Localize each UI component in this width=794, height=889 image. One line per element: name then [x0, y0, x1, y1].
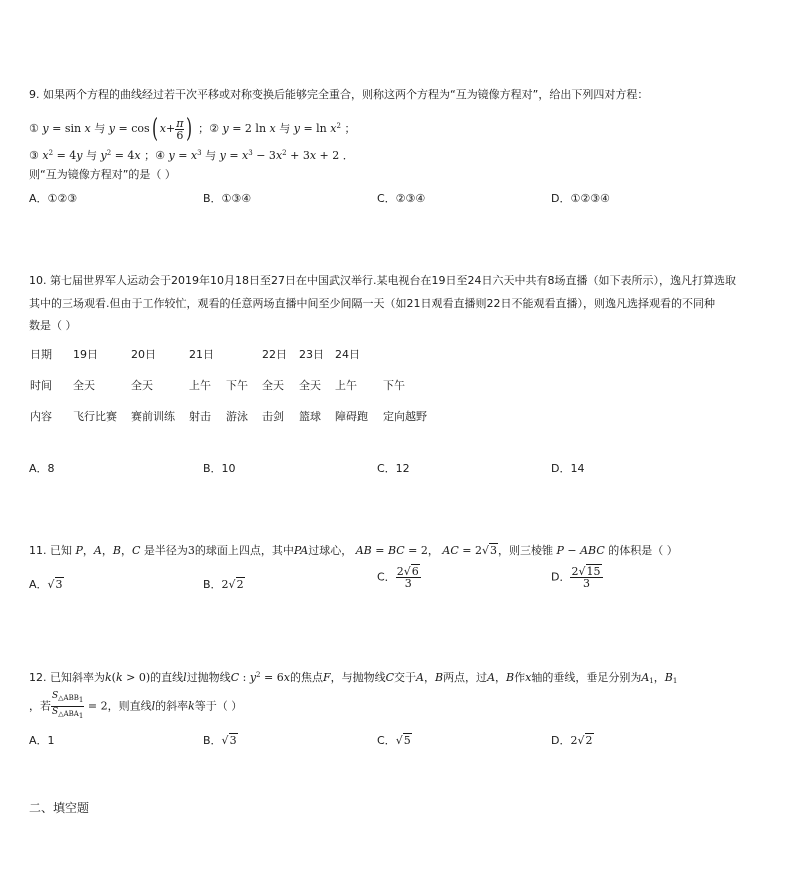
table-cell: [226, 338, 262, 369]
q10-stem-line2: 其中的三场观看.但由于工作较忙，观看的任意两场直播中间至少间隔一天（如21日观看直播则22日不能观看直播），则逸凡选择观看的不同种: [29, 297, 715, 310]
q12-stem-e: ，与抛物线: [330, 671, 386, 684]
q11-stem: 11. 已知 P，A，B，C 是半径为3的球面上四点，其中PA过球心， AB = BC = 2， AC = 2√3，则三棱锥 P − ABC 的体积是（ ）: [29, 544, 678, 557]
q12-stem-f: 交于: [394, 671, 417, 684]
q9-with-2: 与: [279, 122, 291, 135]
q9-option-b: B．①③④: [203, 192, 252, 205]
q9-line3: [29, 146, 354, 163]
q11-option-b: B．2√2: [203, 578, 244, 591]
q11-stem-a: 11. 已知: [29, 544, 72, 557]
q11-eq-ab-bc: AB = BC = 2: [355, 544, 428, 557]
q12-stem-h: 作: [514, 671, 526, 684]
q12-x: x: [525, 671, 532, 684]
table-row-date: [30, 338, 443, 369]
q12-line2-b: ，则直线: [107, 699, 152, 713]
q12-l: l: [183, 671, 187, 684]
q9-end-4: ．: [342, 149, 354, 162]
table-cell: 21日: [189, 347, 214, 361]
q10-option-a: A．8: [29, 462, 55, 475]
table-cell: 23日: [299, 347, 324, 361]
table-cell: 障碍跑: [335, 409, 368, 423]
q10-stem-line3: 数是（ ）: [29, 319, 77, 332]
q9-with-1: 与: [94, 122, 106, 135]
table-row-time: [30, 369, 443, 400]
q10-option-b: B．10: [203, 462, 236, 475]
q12-option-a: A．1: [29, 734, 55, 747]
q12-line2-d: 等于（ ）: [194, 699, 243, 713]
q12-stem-c: 过抛物线: [186, 671, 231, 684]
q12-ab: A，B: [416, 671, 444, 684]
section-title-fill-in: 二、填空题: [29, 801, 90, 815]
q9-eq2b: $y = \ln x^2$: [293, 122, 341, 135]
table-cell: 上午: [335, 378, 357, 392]
table-cell: 上午: [189, 378, 211, 392]
q12-stem-b: 的直线: [150, 671, 184, 684]
q11-stem-c: 的球面上四点，其中: [194, 544, 294, 557]
table-cell: 游泳: [226, 409, 248, 423]
q9-circle-4: ；④: [144, 149, 165, 162]
q11-stem-d: 过球心，: [308, 544, 353, 557]
q12-parabola: C : $y^2 = 6x$: [230, 671, 290, 684]
q12-option-b: B．√3: [203, 734, 237, 747]
q10-option-c: C．12: [377, 462, 410, 475]
q12-stem-d: 的焦点: [289, 671, 323, 684]
q9-circle-2: ；②: [198, 122, 219, 135]
q11-points: P，A，B，C: [75, 544, 141, 557]
q11-pyramid: P − ABC: [556, 544, 605, 557]
q12-f: F: [322, 671, 331, 684]
q9-option-d: D．①②③④: [551, 192, 610, 205]
table-cell: 全天: [262, 378, 284, 392]
table-cell: 24日: [335, 347, 360, 361]
q9-sep-2: ；: [344, 122, 356, 135]
q12-stem-g: 两点，过: [443, 671, 488, 684]
q11-radius: 3: [187, 544, 195, 557]
q12-line2-c: 的斜率: [155, 699, 189, 713]
table-cell: 内容: [30, 409, 52, 423]
table-cell: 全天: [131, 378, 153, 392]
q11-option-c: C． $\frac{2√6}{3}$: [377, 565, 419, 590]
q9-eq4b: $y = x^3 - 3x^2 + 3x + 2$: [219, 149, 340, 162]
q11-stem-f: 的体积是（ ）: [608, 544, 678, 557]
q9-with-4: 与: [205, 149, 217, 162]
q10-stem-line1: 10. 第七届世界军人运动会于2019年10月18日至27日在中国武汉举行.某电视台在19日至24日六天中共有8场直播（如下表所示），逸凡打算选取: [29, 274, 736, 287]
q12-k: k(k > 0): [105, 671, 151, 684]
q11-stem-e: ，则三棱锥: [497, 544, 553, 557]
q12-option-c: C．√5: [377, 734, 411, 747]
q12-stem-a: 12. 已知斜率为: [29, 671, 105, 684]
table-cell: 全天: [299, 378, 321, 392]
table-cell: 射击: [189, 409, 211, 423]
q12-l2: l: [151, 699, 156, 713]
table-cell: 赛前训练: [131, 409, 175, 423]
q11-option-a: A．√3: [29, 578, 63, 591]
q12-ratio: $\frac{S_{\triangle ABB_1}}{S_{\triangle ABA_1}}$: [52, 691, 84, 720]
table-cell: 时间: [30, 378, 52, 392]
q12-k2: k: [188, 699, 195, 713]
table-cell: 下午: [226, 378, 248, 392]
q9-eq1b: y = cos( x+ $\frac{\pi}{6}$ ): [108, 114, 193, 144]
q9-stem: 9. 如果两个方程的曲线经过若干次平移或对称变换后能够完全重合，则称这两个方程为“互为镜像方程对”，给出下列四对方程：: [29, 88, 649, 101]
q12-a1b1: $A_1$，$B_1$: [641, 671, 678, 685]
q12-stem-i: 轴的垂线，垂足分别为: [531, 671, 642, 684]
q9-eq4a: $y = x^3$: [168, 149, 202, 162]
table-cell: 全天: [73, 378, 95, 392]
q9-eq2a: y = 2 ln x: [222, 122, 276, 135]
q12-c: C: [385, 671, 395, 684]
q9-line2: [29, 114, 356, 144]
q12-line2: ，若 $\frac{S_{\triangle ABB_1}}{S_{\triangle ABA_1}}$ = 2，则直线l的斜率k等于（ ）: [29, 691, 243, 720]
q11-stem-b: 是半径为: [143, 544, 188, 557]
table-cell: 定向越野: [383, 409, 427, 423]
q11-pa: PA: [293, 544, 309, 557]
table-cell: 飞行比赛: [73, 409, 117, 423]
q9-eq1a: y = sin x: [42, 122, 91, 135]
table-cell: 20日: [131, 347, 156, 361]
q12-option-d: D．2√2: [551, 734, 593, 747]
q10-schedule-table: [30, 338, 443, 431]
q12-line2-a: ，若: [29, 699, 51, 713]
table-cell: 篮球: [299, 409, 321, 423]
table-cell: 击剑: [262, 409, 284, 423]
q9-circle-3: ③: [29, 149, 39, 162]
table-row-event: [30, 400, 443, 431]
q9-eq3b: $y^2 = 4x$: [100, 149, 141, 162]
table-cell: 下午: [383, 378, 405, 392]
q9-option-c: C．②③④: [377, 192, 426, 205]
q9-circle-1: ①: [29, 122, 39, 135]
table-cell: 19日: [73, 347, 98, 361]
q12-stem: [29, 668, 677, 688]
table-cell: 22日: [262, 347, 287, 361]
q9-eq3a: $x^2 = 4y$: [42, 149, 83, 162]
q12-ab2: A，B: [487, 671, 515, 684]
q11-option-d: D． $\frac{2√15}{3}$: [551, 565, 601, 590]
q9-ask: 则“互为镜像方程对”的是（ ）: [29, 168, 176, 181]
q11-eq-ac: AC = 2√3: [442, 544, 497, 557]
q9-option-a: A．①②③: [29, 192, 78, 205]
table-cell: [383, 338, 443, 369]
q9-with-3: 与: [86, 149, 97, 162]
table-cell: 日期: [30, 347, 52, 361]
q10-option-d: D．14: [551, 462, 585, 475]
